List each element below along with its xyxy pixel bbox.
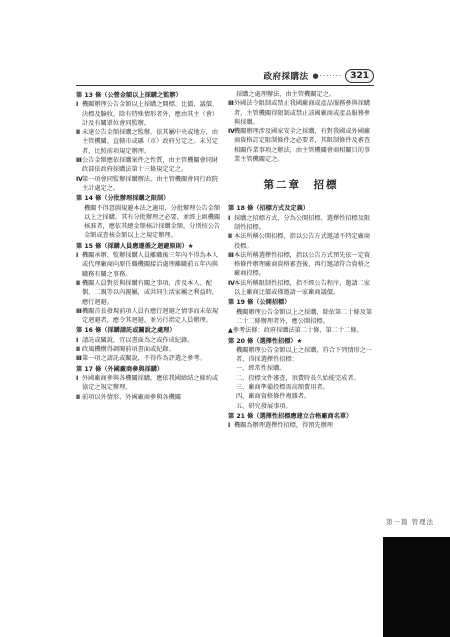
paragraph-text: 未達公告金額採購之監辦，依其屬中央或地方，由主管機關、直轄市或縣（市）政府另定之。未另定者，比照前項規定辦理。 [82,129,219,155]
paragraph-item [228,99,374,127]
body-text: 五、研究發展事項。 [236,402,292,410]
paragraph-marker: Ⅱ [228,233,233,241]
article-heading: 第 20 條（選擇性招標）★ [228,337,303,345]
body-text: 二、投標文件審查，須費時長久始能完成者。 [236,374,360,382]
paragraph-text: 採購之招標方式，分為公開招標、選擇性招標及限制性招標。 [234,214,371,231]
page-number: 321 [345,69,374,83]
paragraph-item [76,307,222,326]
paragraph-marker: Ⅱ [76,346,81,354]
page-edge-shadow [383,537,450,637]
paragraph-item [76,393,222,402]
paragraph-marker: Ⅲ [76,355,82,363]
paragraph-text: 前項以外情形，外國廠商參與各機關 [82,393,181,401]
right-column [228,90,374,431]
right-column-bottom [228,204,374,430]
paragraph-text: 機關辦理涉及國家安全之採購，有對我國或外國廠商資格訂定限制條件之必要者，其限制條件及審查相關作業事項之辦法，由主管機關會商相關目的事業主管機關定之。 [234,128,371,164]
paragraph-item [76,345,222,354]
paragraph-marker: Ⅰ [228,422,231,430]
paragraph-text: 第一項之請託或關說，不得作為評選之參考。 [82,355,206,363]
paragraph-text: 機關為辦理選擇性招標，得預先辦理 [234,422,333,430]
paragraph-text: 外國廠商參與各機關採購，應依我國締結之條約或協定之規定辦理。 [82,374,219,392]
paragraph-marker: Ⅲ [228,100,234,108]
paragraph-item [76,336,222,345]
paragraph-marker: Ⅳ [228,279,235,287]
paragraph-item [228,279,374,298]
running-header-title: 政府採購法 [263,72,309,82]
paragraph-marker: Ⅰ [228,214,231,222]
side-tab-label: 第一篇 管理法 [386,518,435,526]
paragraph-marker: Ⅰ [76,252,79,260]
paragraph-marker: Ⅱ [76,393,81,401]
article-heading: 第 16 條（採購請託或關說之處理） [76,327,176,335]
header-dots: ●······· [312,72,343,80]
paragraph-text: 請託或關說，宜以書面為之或作成紀錄。 [82,336,194,344]
reference-note: ▲參考法條：政府採購法第二十條、第二十二條。 [228,327,363,335]
paragraph-marker: Ⅳ [228,128,235,136]
paragraph-item [76,100,222,128]
body-text: 機關辦理公告金額以上之採購，除依第二十條及第二十二條辦理者外，應公開招標。 [236,308,373,325]
header-rule [76,85,374,86]
paragraph-item [76,251,222,279]
body-text: 四、廠商資格條件複雜者。 [236,393,311,401]
paragraph-marker: Ⅰ [76,374,79,382]
paragraph-text: 公告金額應依採購案件之性質，由主管機關會同財政部依政府採購法第十三條規定定之。 [82,157,219,174]
paragraph-item [228,232,374,251]
paragraph-item [76,156,222,175]
article-heading: 第 19 條（公開招標） [228,299,291,307]
paragraph-text: 本法所稱限制性招標，指不經公告程序，邀請二家以上廠商比價或僅邀請一家廠商議價。 [234,279,371,297]
article-heading: 第 15 條（採購人員應遵循之迴避原則）★ [76,242,194,250]
paragraph-item [228,251,374,279]
paragraph-text: 機關人員對於與採購有關之事項，涉及本人、配偶、二親等以內親屬，或共同生活家屬之利益時，應行迴避。 [82,279,219,306]
paragraph-marker: Ⅰ [76,336,79,344]
paragraph-item [76,175,222,194]
paragraph-item [228,214,374,233]
article-heading: 第 14 條（分批辦理採購之限制） [76,195,170,203]
paragraph-marker: Ⅱ [76,129,81,137]
left-column [76,90,222,402]
right-column-top [228,90,374,164]
paragraph-text: 政風機構得調閱前項書面或紀錄。 [82,346,175,354]
paragraph-marker: Ⅳ [76,175,83,183]
paragraph-marker: Ⅰ [76,101,79,109]
article-heading: 第 13 條（公營金額以上採購之監辦） [76,92,182,99]
body-text: 機關不得意圖規避本法之適用，分批辦理公告金額以上之採購。其有分批辦理之必要，並經上級機關核准者，應依其總金額核計採購金額，分別按公告金額或查核金額以上之規定辦理。 [84,204,221,240]
paragraph-item [76,128,222,156]
paragraph-marker: Ⅲ [76,157,82,165]
paragraph-text: 機關辦理公告金額以上採購之開標、比價、議價、決標及驗收，除有特殊情形者外，應由其主（會）計及有關單位會同監辦。 [82,101,219,127]
body-text: 採購之處理辦法，由主管機關定之。 [236,91,335,98]
paragraph-text: 機關首長發現前項人員有應行迴避之情事而未依規定迴避者，應令其迴避，並另行指定人員辦理。 [82,307,219,325]
paragraph-item [76,279,222,307]
chapter-title: 第二章 招標 [263,179,339,192]
paragraph-text: 第一項會同監辦採購辦法，由主管機關會同行政院主計處定之。 [82,175,219,192]
paragraph-text: 本法所稱選擇性招標，指以公告方式預先依一定資格條件辦理廠商資格審查後，再行邀請符合資格之廠商投標。 [234,251,371,278]
paragraph-item [228,127,374,164]
article-heading: 第 21 條（選擇性招標應建立合格廠商名單） [228,412,353,420]
running-header [214,68,374,84]
body-text: 一、經常性採購。 [236,365,286,373]
article-heading: 第 18 條（招標方式及定義） [228,205,309,213]
paragraph-item [228,421,374,430]
paragraph-item [76,354,222,363]
paragraph-item [76,374,222,393]
paragraph-marker: Ⅲ [228,251,234,259]
body-text: 機關辦理公告金額以上之採購，符合下列情形之一者，得採選擇性招標： [236,346,373,364]
paragraph-text: 外國法令限制或禁止我國廠商或產品服務參與採購者，主管機關得限制或禁止該國廠商或產品服務參與採購。 [234,100,371,126]
paragraph-text: 機關承辦、監辦採購人員離職後三年內不得為本人或代理廠商向原任職機關接洽處理離職前五年內與職務有關之事務。 [82,252,219,278]
paragraph-marker: Ⅱ [76,279,81,287]
body-text: 三、廠商準備投標需高額費用者。 [236,384,329,392]
paragraph-marker: Ⅲ [76,307,82,315]
article-heading: 第 17 條（外國廠商參與採購） [76,365,164,373]
paragraph-text: 本法所稱公開招標，指以公告方式邀請不特定廠商投標。 [234,233,371,250]
